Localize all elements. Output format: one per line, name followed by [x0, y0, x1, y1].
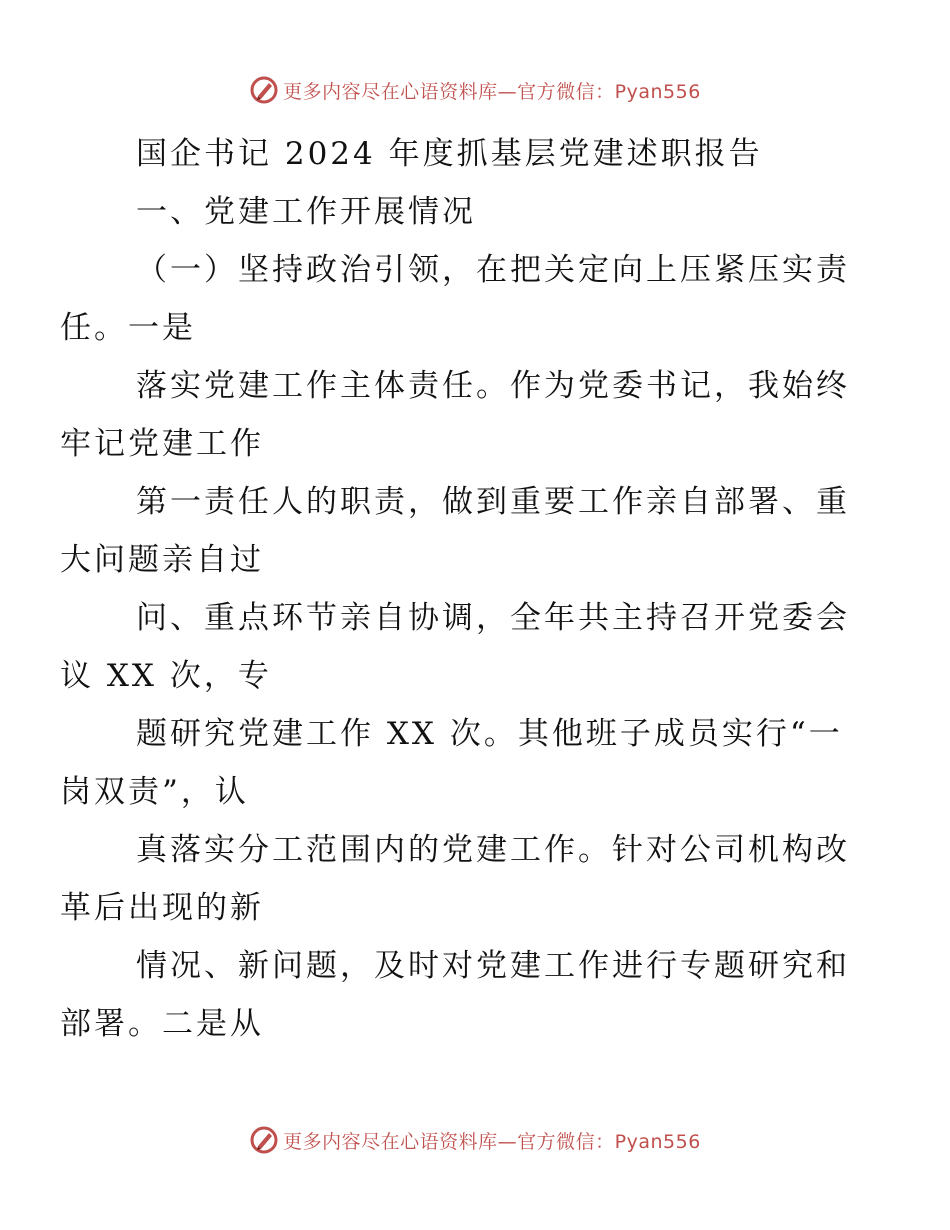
watermark-footer [0, 1120, 950, 1160]
paragraph-line: 革后出现的新 [60, 890, 264, 926]
document-title: 国企书记 2024 年度抓基层党建述职报告 [136, 136, 763, 172]
watermark-text: 更多内容尽在心语资料库—官方微信：Pyan556 [283, 1130, 701, 1153]
pen-logo-icon [249, 75, 279, 105]
paragraph-line: 情况、新问题，及时对党建工作进行专题研究和 [136, 948, 850, 984]
paragraph-line: 部署。二是从 [60, 1006, 264, 1042]
paragraph [60, 473, 858, 589]
paragraph-line: （一）坚持政治引领，在把关定向上压紧压实责 [136, 252, 850, 288]
paragraph-line: 牢记党建工作 [60, 426, 264, 462]
paragraph [60, 937, 858, 1053]
pen-logo-icon [249, 1125, 279, 1155]
paragraph-line: 题研究党建工作 XX 次。其他班子成员实行“一 [136, 716, 843, 752]
paragraph-line: 真落实分工范围内的党建工作。针对公司机构改 [136, 832, 850, 868]
paragraph [60, 821, 858, 937]
paragraph-line: 任。一是 [60, 310, 196, 346]
watermark-header [0, 70, 950, 110]
paragraph-line: 大问题亲自过 [60, 542, 264, 578]
paragraph [60, 705, 858, 821]
section-heading: 一、党建工作开展情况 [136, 194, 476, 230]
paragraph-line: 落实党建工作主体责任。作为党委书记，我始终 [136, 368, 850, 404]
watermark-text: 更多内容尽在心语资料库—官方微信：Pyan556 [283, 80, 701, 103]
paragraph-line: 议 XX 次，专 [60, 658, 272, 694]
paragraph [60, 357, 858, 473]
document-body [60, 125, 858, 1053]
paragraph-line: 岗双责”，认 [60, 774, 249, 810]
paragraph-line: 问、重点环节亲自协调，全年共主持召开党委会 [136, 600, 850, 636]
paragraph-line: 第一责任人的职责，做到重要工作亲自部署、重 [136, 484, 850, 520]
paragraph [60, 241, 858, 357]
paragraph [60, 589, 858, 705]
